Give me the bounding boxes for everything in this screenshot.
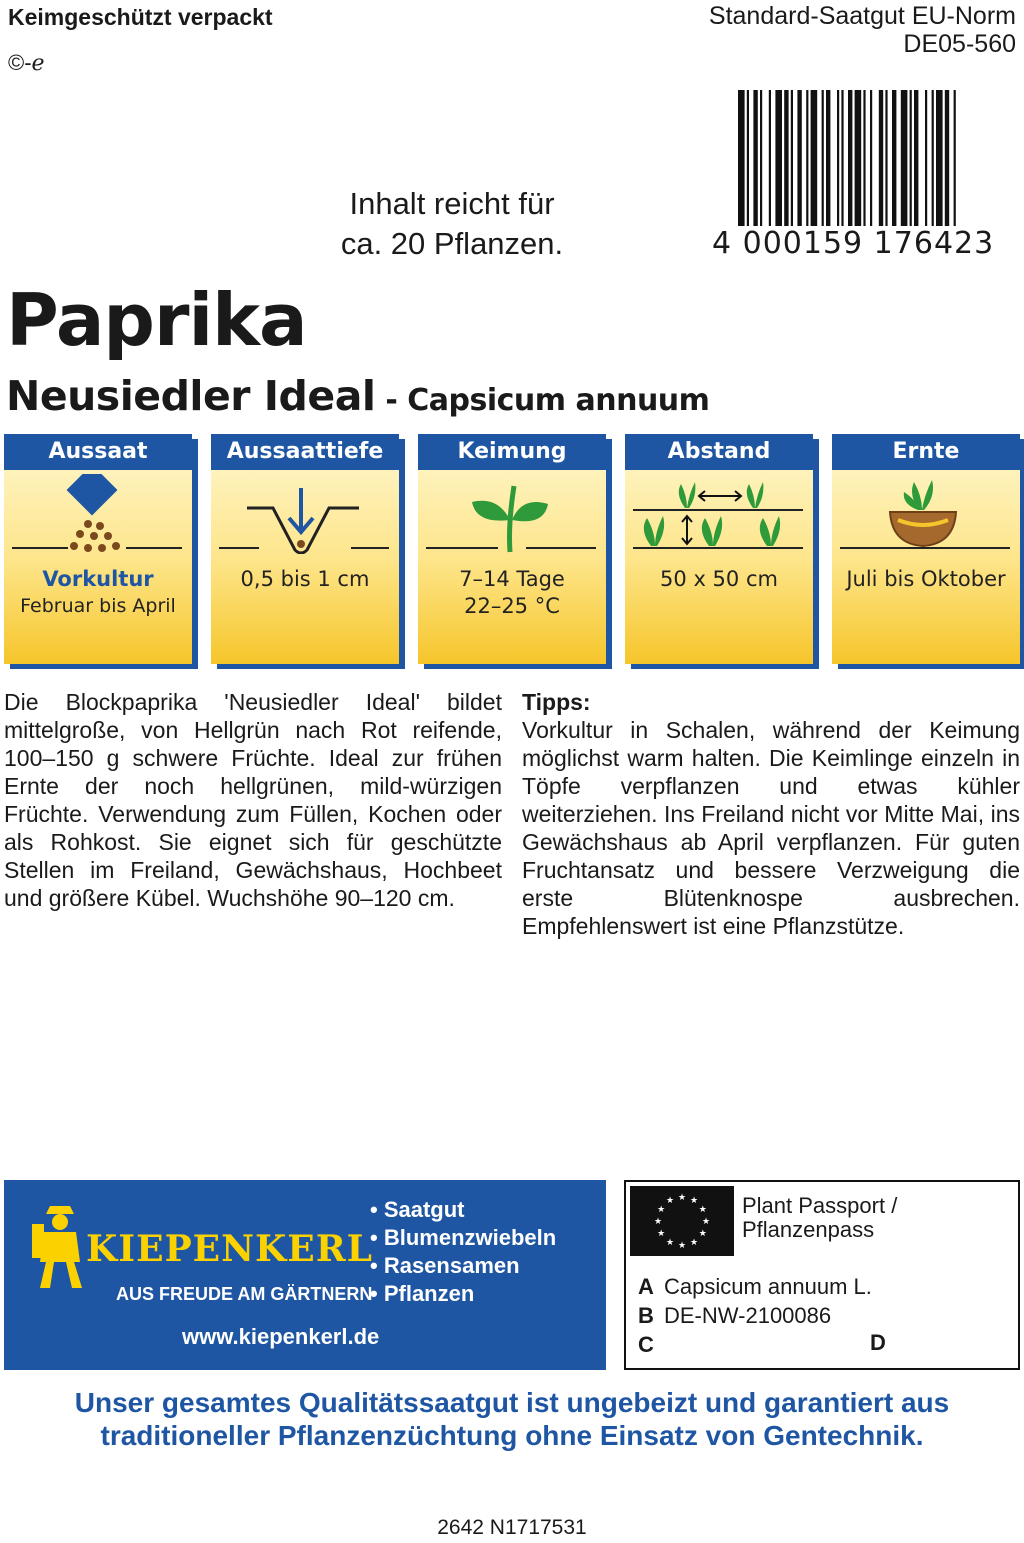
card-line-1: 0,5 bis 1 cm [240,567,370,591]
barcode [736,90,1008,240]
quality-note [0,1386,1024,1452]
brand-name: KIEPENKERL [86,1228,373,1270]
plant-spacing-icon [625,474,813,554]
standard-label: Standard-Saatgut EU-Norm [708,2,1016,30]
svg-text:★: ★ [689,1196,699,1207]
product-subtitle [6,372,709,420]
passport-c-label: C [638,1332,654,1357]
eu-flag-icon [630,1186,734,1256]
product-description: Die Blockpaprika 'Neusiedler Ideal' bildet mittelgroße, von Hellgrün nach Rot reifende, 100–150 g schwere Früchte. Ideal zur frühen Ernte der noch hellgrünen, mild-würzigen Früchte. Verwendung zum Füllen, Kochen oder als Rohkost. Sie eignet sich für geschützte Stellen im Freiland, Gewächshaus, Hochbeet und größere Kübel. Wuchshöhe 90–120 cm. [4,689,502,911]
brand-slogan: AUS FREUDE AM GÄRTNERN [116,1284,373,1304]
card-line-1: 50 x 50 cm [660,567,778,591]
svg-text:★: ★ [657,1205,666,1215]
content-note-line-1: Inhalt reicht für [349,186,555,221]
content-note [322,184,582,264]
card-ernte [832,434,1020,664]
card-line-1: Vorkultur [42,567,154,591]
list-item: • Rasensamen [370,1252,556,1280]
tips-heading: Tipps: [522,689,591,715]
passport-a-label: A [638,1274,654,1299]
tips-text: Vorkultur in Schalen, während der Keimung möglichst warm halten. Die Keimlinge einzeln in Töpfe verpflanzen und etwas kühler weiterziehen. Ins Freiland nicht vor Mitte Mai, ins Gewächshaus ab April verpflanzen. Für guten Fruchtansatz und bessere Verzweigung die erste Blütenknospe ausbrechen. Empfehlenswert ist eine Pflanzstütze. [522,717,1020,939]
quality-note-line-1: Unser gesamtes Qualitätssaatgut ist ungebeizt und garantiert aus [74,1387,950,1418]
card-head: Aussaattiefe [211,434,399,470]
standard-code: DE05-560 [903,30,1016,58]
passport-title-line-2: Pflanzenpass [742,1217,875,1242]
passport-title [742,1194,897,1242]
content-note-line-2: ca. 20 Pflanzen. [340,226,564,261]
barcode-digits: 4 000159 176423 [712,226,995,261]
harvest-bowl-icon [832,474,1020,554]
svg-text:★: ★ [698,1229,707,1239]
card-head: Keimung [418,434,606,470]
svg-text:★: ★ [653,1217,663,1227]
passport-b-label: B [638,1303,654,1328]
kiepenkerl-mascot-logo [30,1200,90,1290]
passport-title-line-1: Plant Passport / [742,1193,898,1218]
brand-url-link[interactable]: www.kiepenkerl.de [182,1324,380,1349]
brand-band [4,1180,606,1370]
passport-d-label: D [870,1330,886,1355]
subtitle-separator: - [375,383,408,418]
passport-a-value: Capsicum annuum L. [664,1274,872,1299]
svg-text:★: ★ [657,1229,666,1239]
sowing-depth-icon [211,474,399,554]
card-line-2: Februar bis April [20,595,176,617]
svg-text:★: ★ [701,1217,711,1227]
svg-text:★: ★ [665,1237,675,1248]
card-abstand [625,434,813,664]
list-item: • Blumenzwiebeln [370,1224,556,1252]
article-code: 2642 N1717531 [437,1516,587,1539]
svg-text:★: ★ [689,1237,699,1248]
card-aussaattiefe [211,434,399,664]
card-head: Abstand [625,434,813,470]
card-line-2: 22–25 °C [464,594,560,618]
svg-text:★: ★ [665,1196,675,1207]
card-head: Aussaat [4,434,192,470]
brand-product-list [370,1196,556,1308]
tips-section [522,688,1020,940]
svg-text:★: ★ [698,1205,707,1215]
variety-name: Neusiedler Ideal [6,372,376,420]
list-item: • Saatgut [370,1196,556,1224]
card-line-1: 7–14 Tage [459,567,565,591]
passport-b-value: DE-NW-2100086 [664,1303,832,1328]
passport-rows [638,1272,872,1359]
card-line-1: Juli bis Oktober [846,567,1006,591]
svg-text:★: ★ [677,1193,687,1203]
svg-text:★: ★ [677,1241,687,1251]
quality-note-line-2: traditioneller Pflanzenzüchtung ohne Einsatz von Gentechnik. [100,1420,924,1451]
card-keimung [418,434,606,664]
germ-protected-label: Keimgeschützt verpackt [8,4,273,30]
seed-packet-icon [4,474,192,554]
scientific-name: Capsicum annuum [407,383,710,418]
card-head: Ernte [832,434,1020,470]
product-title: Paprika [6,278,307,362]
plant-passport [624,1180,1020,1370]
cultivation-cards [4,434,1020,668]
copyright-mark: ©-ℯ [8,50,45,75]
list-item: • Pflanzen [370,1280,556,1308]
seedling-icon [418,474,606,554]
card-aussaat [4,434,192,664]
